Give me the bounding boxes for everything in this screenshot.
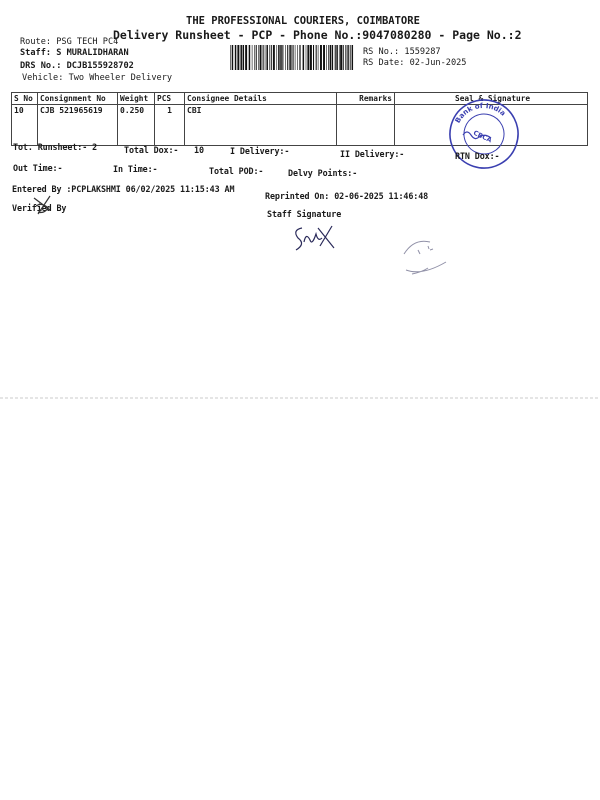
reprinted-on: Reprinted On: 02-06-2025 11:46:48 (265, 191, 429, 201)
receiver-signature-icon (398, 236, 458, 281)
stamp-top-text: Bank of India (453, 101, 507, 125)
cell-consignee: CBI (185, 105, 337, 146)
runsheet-subtitle: Delivery Runsheet - PCP - Phone No.:9047080280 - Page No.:2 (113, 28, 522, 42)
col-sno: S No (12, 93, 38, 105)
stamp-mid-text: CBCA (471, 128, 494, 145)
in-time: In Time:- (113, 164, 158, 174)
company-title: THE PROFESSIONAL COURIERS, COIMBATORE (186, 15, 420, 27)
col-remarks: Remarks (337, 93, 395, 105)
staff-label: Staff: S MURALIDHARAN (20, 48, 129, 58)
entered-by: Entered By :PCPLAKSHMI 06/02/2025 11:15:43 AM (12, 184, 235, 194)
staff-signature-label: Staff Signature (267, 209, 342, 219)
barcode-icon (230, 45, 355, 70)
total-pod: Total POD:- (209, 166, 264, 176)
drs-number: DRS No.: DCJB155928702 (20, 61, 134, 71)
out-time: Out Time:- (13, 163, 63, 173)
col-consignee: Consignee Details (185, 93, 337, 105)
page-divider (0, 396, 600, 400)
tot-runsheet: Tot. Runsheet:- 2 (13, 142, 98, 152)
vehicle-label: Vehicle: Two Wheeler Delivery (22, 73, 173, 83)
ii-delivery: II Delivery:- (340, 149, 405, 159)
total-dox-label: Total Dox:- (124, 145, 179, 155)
i-delivery: I Delivery:- (230, 146, 290, 156)
cell-weight: 0.250 (118, 105, 155, 146)
total-dox-value: 10 (194, 145, 204, 155)
rs-number: RS No.: 1559287 (363, 47, 441, 57)
rs-date: RS Date: 02-Jun-2025 (363, 58, 467, 68)
delvy-points: Delvy Points:- (288, 168, 358, 178)
col-weight: Weight (118, 93, 155, 105)
cell-consignment: CJB 521965619 (38, 105, 118, 146)
signature-icon (288, 220, 338, 252)
verified-by: Verified By (12, 203, 67, 213)
col-consignment: Consignment No (38, 93, 118, 105)
col-seal: Seal & Signature (395, 93, 588, 105)
verifier-signature-icon (30, 192, 58, 218)
cell-remarks (337, 105, 395, 146)
col-pcs: PCS (155, 93, 185, 105)
route-label: Route: PSG TECH PC4 (20, 37, 119, 47)
cell-pcs: 1 (155, 105, 185, 146)
seal-stamp-icon (445, 95, 523, 173)
cell-sno: 10 (12, 105, 38, 146)
rtn-dox: RTN Dox:- (455, 151, 500, 161)
